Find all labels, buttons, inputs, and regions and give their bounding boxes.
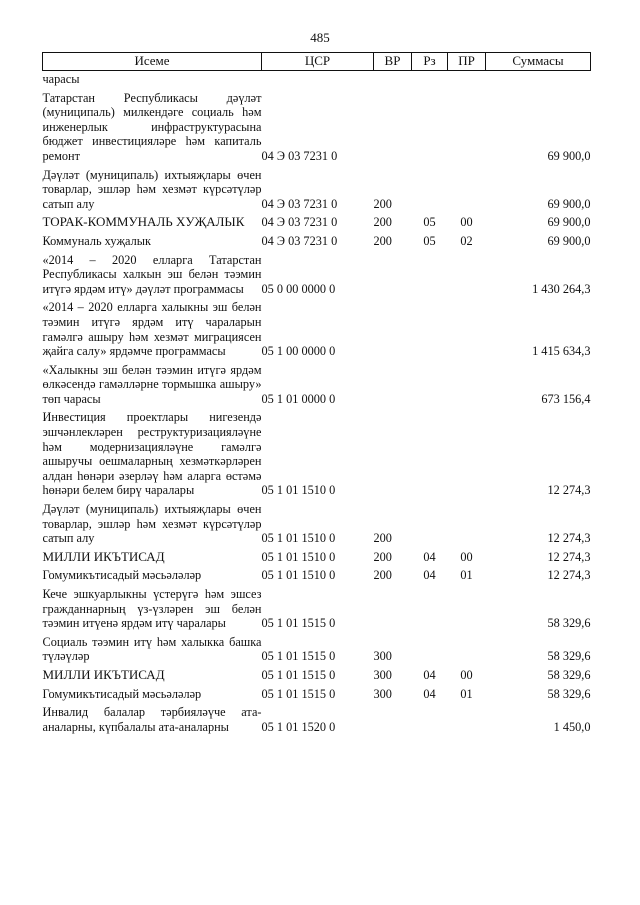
cell-pr (448, 586, 486, 634)
page-number: 485 (310, 30, 330, 45)
cell-sum: 12 274,3 (547, 531, 591, 546)
cell-rz (412, 586, 448, 634)
table-row (43, 71, 591, 90)
table-row (43, 667, 591, 686)
table-row (43, 704, 591, 737)
table-row (43, 233, 591, 252)
cell-pr (448, 704, 486, 737)
cell-rz (412, 501, 448, 549)
cell-name: Дәүләт (муниципаль) ихтыяҗлары өчен товарлар, эшләр һәм хезмәт күрсәтүләр сатып алу (42, 167, 262, 211)
cell-rz: 05 (423, 215, 436, 230)
cell-rz: 05 (423, 233, 436, 248)
cell-rz (412, 634, 448, 667)
header-pr: ПР (448, 53, 486, 71)
cell-vr: 200 (373, 549, 392, 564)
cell-rz (412, 252, 448, 300)
cell-sum: 58 329,6 (547, 686, 591, 701)
cell-rz (412, 299, 448, 361)
cell-vr: 200 (373, 531, 392, 546)
cell-name: Инвалид балалар тәрбияләүче ата-аналарны, күпбалалы ата-аналарны (42, 705, 262, 734)
cell-vr (374, 586, 412, 634)
cell-rz: 04 (423, 549, 436, 564)
cell-sum: 69 900,0 (547, 233, 591, 248)
cell-pr (448, 71, 486, 90)
cell-pr (448, 167, 486, 215)
cell-sum: 1 450,0 (553, 719, 591, 734)
cell-pr (448, 362, 486, 410)
table-row (43, 567, 591, 586)
cell-pr (448, 299, 486, 361)
cell-vr: 300 (373, 667, 392, 682)
table-row (43, 686, 591, 705)
cell-sum: 1 415 634,3 (532, 344, 591, 359)
cell-sum: 69 900,0 (547, 148, 591, 163)
cell-vr: 200 (373, 215, 392, 230)
cell-pr: 00 (460, 667, 473, 682)
header-csr: ЦСР (262, 53, 374, 71)
table-row (43, 167, 591, 215)
cell-rz (412, 362, 448, 410)
cell-vr: 200 (373, 196, 392, 211)
header-name: Исеме (43, 53, 262, 71)
cell-csr: 05 1 01 1515 0 (261, 686, 336, 701)
cell-csr: 05 1 01 1515 0 (261, 667, 336, 682)
cell-csr (262, 71, 374, 90)
cell-rz: 04 (423, 686, 436, 701)
cell-csr: 05 1 01 1510 0 (261, 531, 336, 546)
cell-csr: 05 1 00 0000 0 (261, 344, 336, 359)
cell-rz (412, 409, 448, 501)
table-row (43, 501, 591, 549)
cell-vr (374, 252, 412, 300)
cell-sum: 12 274,3 (547, 549, 591, 564)
cell-name: «Халыкны эш белән тәэмин итүгә ярдәм өлкәсендә гамәлләрне тормышка ашыру» төп чарасы (42, 362, 262, 406)
cell-sum: 1 430 264,3 (532, 281, 591, 296)
cell-vr (374, 90, 412, 167)
cell-sum: 58 329,6 (547, 667, 591, 682)
table-row (43, 634, 591, 667)
cell-csr: 05 1 01 1510 0 (261, 483, 336, 498)
cell-csr: 04 Э 03 7231 0 (261, 215, 338, 230)
cell-csr: 04 Э 03 7231 0 (261, 148, 338, 163)
table-row (43, 409, 591, 501)
header-rz: Рз (412, 53, 448, 71)
cell-name: «2014 – 2020 елларга Татарстан Республикасы халкын эш белән тәэмин итүгә ярдәм итү» дәүләт программасы (42, 252, 262, 296)
cell-pr: 01 (460, 686, 473, 701)
cell-vr (374, 409, 412, 501)
cell-csr: 05 1 01 1515 0 (261, 649, 336, 664)
cell-pr (448, 252, 486, 300)
cell-rz (412, 704, 448, 737)
cell-csr: 05 1 01 1510 0 (261, 549, 336, 564)
cell-vr (374, 362, 412, 410)
cell-csr: 05 1 01 1510 0 (261, 568, 336, 583)
cell-csr: 05 1 01 1520 0 (261, 719, 336, 734)
table-row (43, 214, 591, 233)
table-row (43, 362, 591, 410)
budget-table (42, 52, 591, 737)
cell-pr: 00 (460, 215, 473, 230)
cell-pr (448, 634, 486, 667)
cell-name: чарасы (42, 72, 80, 86)
cell-rz (412, 167, 448, 215)
cell-csr: 04 Э 03 7231 0 (261, 196, 338, 211)
cell-sum: 58 329,6 (547, 616, 591, 631)
cell-name: Коммуналь хуҗалык (42, 233, 151, 248)
cell-name: МИЛЛИ ИКЪТИСАД (42, 548, 165, 564)
cell-pr (448, 501, 486, 549)
cell-vr: 300 (373, 649, 392, 664)
cell-csr: 05 0 00 0000 0 (261, 281, 336, 296)
cell-pr: 01 (460, 568, 473, 583)
cell-csr: 05 1 01 1515 0 (261, 616, 336, 631)
cell-rz: 04 (423, 568, 436, 583)
cell-sum: 58 329,6 (547, 649, 591, 664)
cell-sum (486, 71, 591, 90)
table-row (43, 90, 591, 167)
cell-sum: 69 900,0 (547, 196, 591, 211)
cell-name: Гомумикътисадый мәсьәләләр (42, 686, 202, 701)
cell-name: МИЛЛИ ИКЪТИСАД (42, 666, 165, 682)
cell-rz (412, 90, 448, 167)
header-sum: Суммасы (486, 53, 591, 71)
cell-rz (412, 71, 448, 90)
table-row (43, 299, 591, 361)
cell-sum: 69 900,0 (547, 215, 591, 230)
cell-vr: 200 (373, 568, 392, 583)
table-row (43, 252, 591, 300)
cell-pr: 02 (460, 233, 473, 248)
cell-sum: 12 274,3 (547, 483, 591, 498)
cell-name: Социаль тәэмин итү һәм халыкка башка түләүләр (42, 634, 262, 664)
cell-name: Гомумикътисадый мәсьәләләр (42, 568, 202, 583)
cell-pr: 00 (460, 549, 473, 564)
header-vr: ВР (374, 53, 412, 71)
table-row (43, 586, 591, 634)
cell-name: «2014 – 2020 елларга халыкны эш белән тәэмин итүгә ярдәм итү чараларын гамәлгә ашыру һәм хезмәт миграциясен җайга салу» ярдәмче программасы (42, 300, 262, 359)
cell-vr: 200 (373, 233, 392, 248)
cell-pr (448, 90, 486, 167)
cell-name: Дәүләт (муниципаль) ихтыяҗлары өчен товарлар, эшләр һәм хезмәт күрсәтүләр сатып алу (42, 502, 262, 546)
cell-pr (448, 409, 486, 501)
table-row (43, 549, 591, 568)
table-header-row (43, 53, 591, 71)
cell-vr: 300 (373, 686, 392, 701)
cell-csr: 05 1 01 0000 0 (261, 391, 336, 406)
cell-name: Инвестиция проектлары нигезендә эшчәнлекләрен реструктуризацияләүне һәм модернизацияләүне гамәлгә ашыручы оешмаларның хезмәткәрләрен алдан һөнәри әзерләү һәм аларга өстәмә һөнәри белем бирү чаралары (42, 410, 262, 498)
cell-sum: 673 156,4 (541, 391, 591, 406)
cell-vr (374, 704, 412, 737)
cell-name: ТОРАК-КОММУНАЛЬ ХУҖАЛЫК (42, 214, 245, 230)
cell-vr (374, 299, 412, 361)
cell-rz: 04 (423, 667, 436, 682)
cell-name: Татарстан Республикасы дәүләт (муниципаль) милкендәге социаль һәм инженерлык инфраструктурасына бюджет инвестицияләре һәм капиталь ремонт (42, 90, 262, 163)
cell-name: Кече эшкуарлыкны үстерүгә һәм эшсез гражданнарның үз-үзләрен эш белән тәэмин итүенә ярдәм итү чаралары (42, 587, 262, 631)
cell-vr (374, 71, 412, 90)
cell-csr: 04 Э 03 7231 0 (261, 233, 338, 248)
cell-sum: 12 274,3 (547, 568, 591, 583)
